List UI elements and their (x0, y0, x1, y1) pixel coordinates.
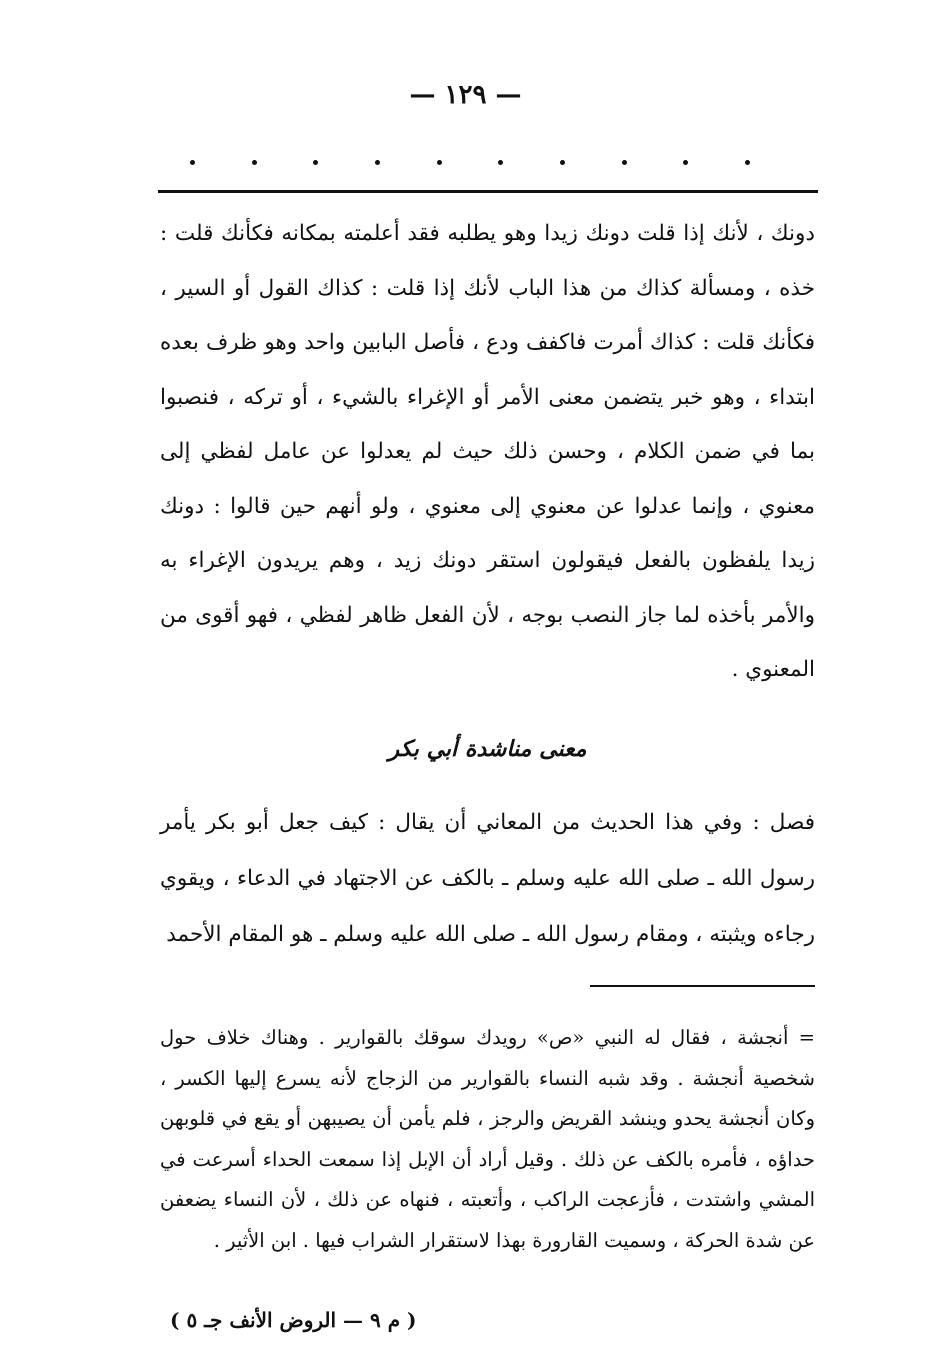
dot (745, 160, 750, 165)
dot (190, 160, 195, 165)
dot-separator (190, 160, 750, 165)
dot (375, 160, 380, 165)
footnote-rule (590, 985, 815, 987)
section-heading: معنى مناشدة أبي بكر (388, 736, 587, 762)
dot (622, 160, 627, 165)
footnote: = أنجشة ، فقال له النبي «ص» رويدك سوقك بالقوارير . وهناك خلاف حول شخصية أنجشة . وقد شبه النساء بالقوارير من الزجاج لأنه يسرع إليها الكسر ، وكان أنجشة يحدو وينشد القريض والرجز ، فلم يأمن أن يصيبهن أو يقع في قلوبهن حداؤه ، فأمره بالكف عن ذلك . وقيل أراد أن الإبل إذا سمعت الحداء أسرعت في المشي واشتدت ، فأزعجت الراكب ، وأتعبته ، فنهاه عن ذلك ، لأن النساء يضعفن عن شدة الحركة ، وسميت القارورة بهذا لاستقرار الشراب فيها . ابن الأثير . (160, 1026, 815, 1252)
dot (560, 160, 565, 165)
dot (252, 160, 257, 165)
dot (437, 160, 442, 165)
dot (683, 160, 688, 165)
body-paragraph: دونك ، لأنك إذا قلت دونك زيدا وهو يطلبه فقد أعلمته بمكانه فكأنك قلت : خذه ، ومسألة كذاك من هذا الباب لأنك إذا قلت : كذاك القول أو السير ، فكأنك قلت : كذاك أمرت فاكفف ودع ، فأصل البابين واحد وهو ظرف بعده ابتداء ، وهو خبر يتضمن معنى الأمر أو الإغراء بالشيء ، أو تركه ، فنصبوا بما في ضمن الكلام ، وحسن ذلك حيث لم يعدلوا عن عامل لفظي إلى معنوي ، وإنما عدلوا عن معنوي إلى معنوي ، ولو أنهم حين قالوا : دونك زيدا يلفظون بالفعل فيقولون استقر دونك زيد ، وهم يريدون الإغراء به والأمر بأخذه لما جاز النصب بوجه ، لأن الفعل ظاهر لفظي ، فهو أقوى من المعنوي . (160, 221, 815, 682)
dot (498, 160, 503, 165)
dot (313, 160, 318, 165)
page-number: — ١٢٩ — (409, 80, 522, 110)
header-rule (158, 190, 818, 193)
signature-line: ( م ٩ — الروض الأنف جـ ٥ ) (170, 1308, 417, 1332)
section-paragraph: فصل : وفي هذا الحديث من المعاني أن يقال : كيف جعل أبو بكر يأمر رسول الله ـ صلى الله عليه وسلم ـ بالكف عن الاجتهاد في الدعاء ، ويقوي رجاءه ويثبته ، ومقام رسول الله ـ صلى الله عليه وسلم ـ هو المقام الأحمد (160, 810, 815, 947)
